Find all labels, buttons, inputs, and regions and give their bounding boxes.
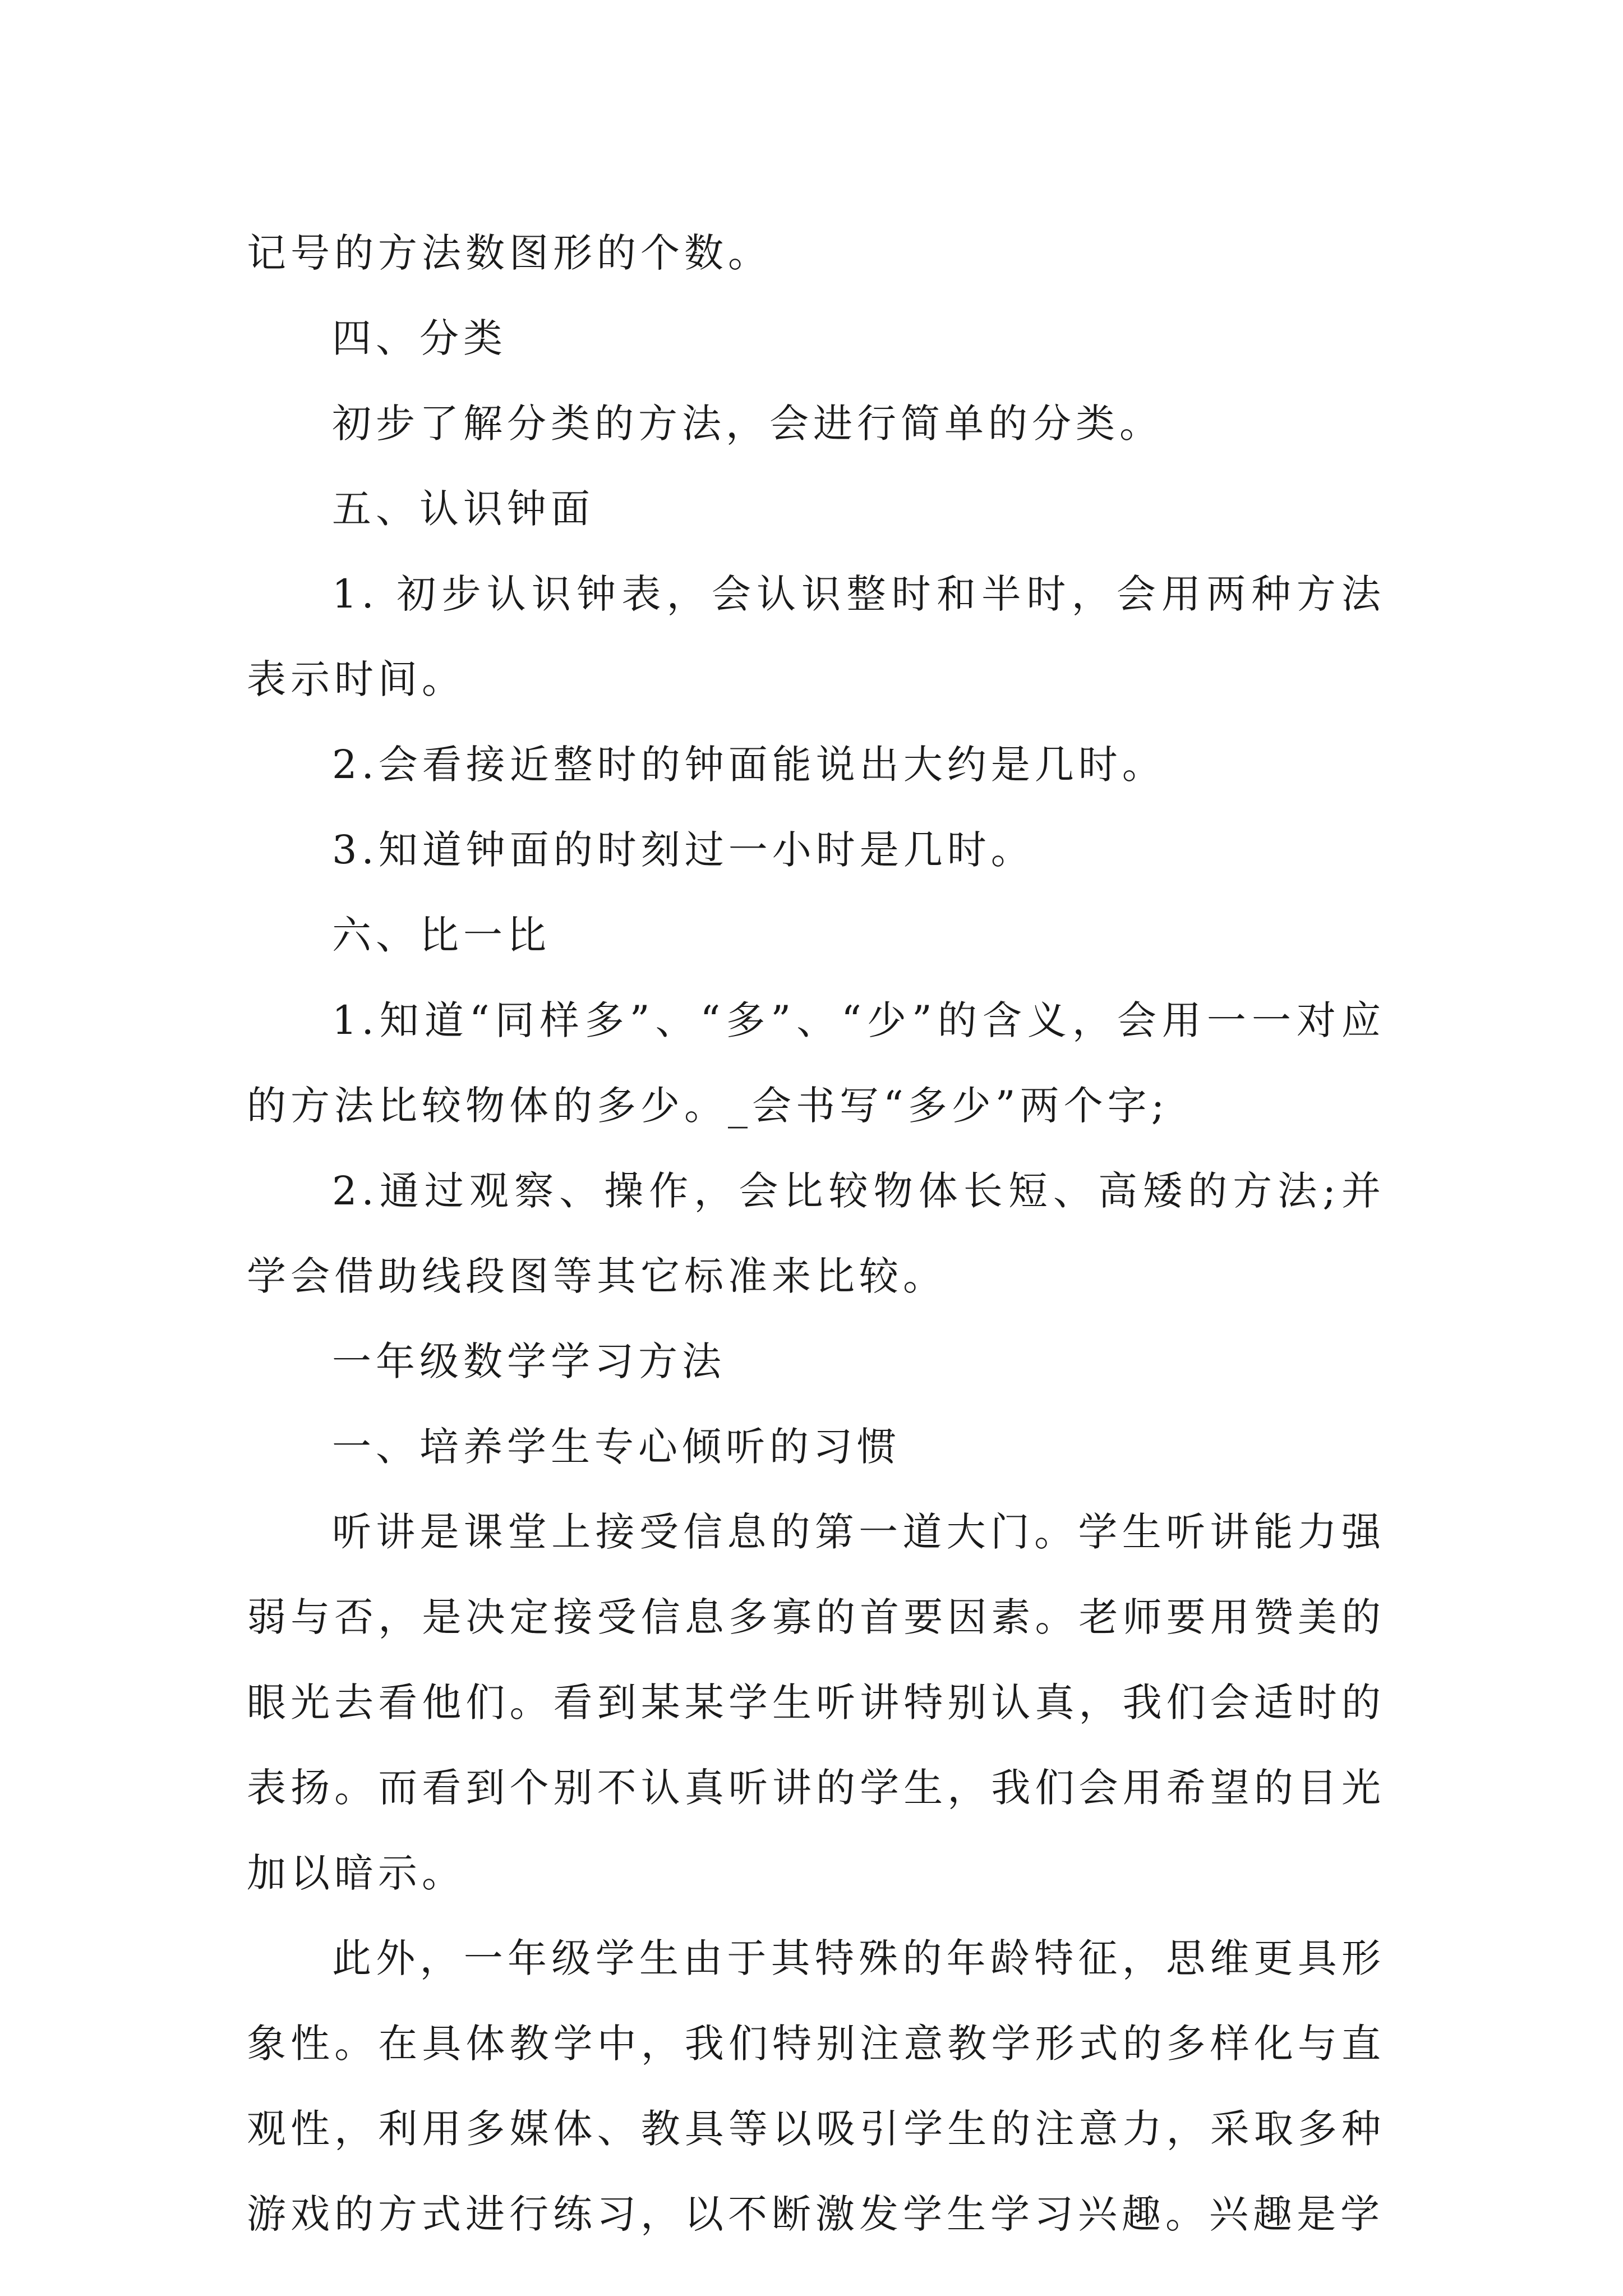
section-heading-compare: 六、比一比 bbox=[332, 912, 551, 958]
list-item-compare-2: 2.通过观察、操作，会比较物体长短、高矮的方法;并学会借助线段图等其它标准来比较。 bbox=[247, 1168, 1385, 1299]
section-heading-listening: 一、培养学生专心倾听的习惯 bbox=[332, 1424, 901, 1470]
list-item-compare-1: 1.知道“同样多”、“多”、“少”的含义，会用一一对应的方法比较物体的多少。_会书写“多少”两个字; bbox=[247, 997, 1385, 1129]
paragraph-listening: 听讲是课堂上接受信息的第一道大门。学生听讲能力强弱与否，是决定接受信息多寡的首要因素。老师要用赞美的眼光去看他们。看到某某学生听讲特别认真，我们会适时的表扬。而看到个别不认真听讲的学生，我们会用希望的目光加以暗示。 bbox=[247, 1509, 1385, 1896]
section-heading-classification: 四、分类 bbox=[332, 315, 507, 361]
section-title-study-methods: 一年级数学学习方法 bbox=[332, 1338, 726, 1384]
paragraph-continuation: 记号的方法数图形的个数。 bbox=[247, 230, 772, 276]
list-item-clock-2: 2.会看接近整时的钟面能说出大约是几时。 bbox=[332, 742, 1166, 788]
paragraph-classification: 初步了解分类的方法，会进行简单的分类。 bbox=[332, 401, 1163, 447]
section-heading-clock: 五、认识钟面 bbox=[332, 486, 594, 532]
document-body bbox=[247, 210, 1385, 2257]
list-item-clock-1: 1. 初步认识钟表，会认识整时和半时，会用两种方法表示时间。 bbox=[247, 571, 1385, 702]
list-item-clock-3: 3.知道钟面的时刻过一小时是几时。 bbox=[332, 827, 1035, 873]
paragraph-interest: 此外，一年级学生由于其特殊的年龄特征，思维更具形象性。在具体教学中，我们特别注意教学形式的多样化与直观性，利用多媒体、教具等以吸引学生的注意力，采取多种游戏的方式进行练习，以不断激发学生学习兴趣。兴趣是学 bbox=[247, 1935, 1385, 2237]
